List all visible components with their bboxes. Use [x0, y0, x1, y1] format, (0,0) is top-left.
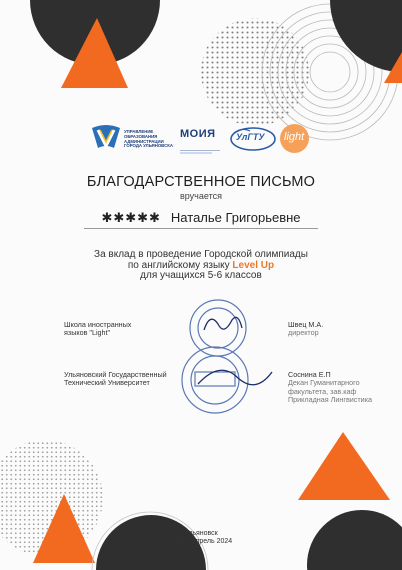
ministry-emblem-icon [90, 124, 122, 150]
ministry-logo-text: УПРАВЛЕНИЕ ОБРАЗОВАНИЯ АДМИНИСТРАЦИИ ГОРОДА УЛЬЯНОВСКА [124, 129, 173, 149]
org2-line-1: Ульяновский Государственный [64, 370, 167, 379]
signer1-block [288, 321, 323, 338]
signer2-block [288, 371, 372, 405]
signer1-role: директор [288, 328, 319, 338]
moia-logo: МОИЯ [180, 128, 216, 140]
light-logo-text: light [284, 131, 305, 143]
dark-quarter-top-right [330, 0, 402, 72]
ulgtu-logo-text: УлГТУ [236, 132, 265, 142]
event-name: Level Up [232, 259, 275, 271]
orange-triangle-bottom-right [298, 432, 390, 500]
signer1-name: Швец М.А. [288, 320, 324, 329]
official-stamps [168, 298, 280, 436]
recipient-name: Наталье Григорьевне [170, 210, 301, 225]
name-underline [84, 228, 318, 229]
certificate-title: БЛАГОДАРСТВЕННОЕ ПИСЬМО [86, 174, 316, 190]
org2-line-2: Технический Университет [64, 378, 150, 388]
dotted-circle-top [201, 18, 309, 126]
recipient-row [0, 210, 402, 226]
signer2-role-3: Прикладная Лингвистика [288, 395, 373, 405]
org1-line-1: Школа иностранных [64, 320, 132, 329]
signer2-role-1: Декан Гуманитарного [288, 378, 360, 388]
certificate-subtitle: вручается [180, 191, 222, 201]
signer2-name: Соснина Е.П [288, 370, 331, 379]
reason-line-1: За вклад в проведение Городской олимпиады [94, 249, 308, 260]
org2-block [64, 371, 167, 388]
org1-line-2: языков "Light" [64, 328, 111, 338]
footer [0, 530, 402, 546]
reason-line-3: для учащихся 5-6 классов [140, 270, 262, 281]
footer-city: Ульяновск [184, 530, 218, 537]
certificate-reason [0, 250, 402, 282]
signer2-role-2: факультета, зав.каф [288, 386, 357, 396]
redacted-stars: ✱✱✱✱✱ [101, 210, 161, 225]
moia-logo-caption [180, 142, 222, 148]
org1-block [64, 321, 131, 338]
footer-date: март - апрель 2024 [169, 538, 233, 545]
reason-line-2: по английскому языку Level Up [127, 259, 275, 271]
